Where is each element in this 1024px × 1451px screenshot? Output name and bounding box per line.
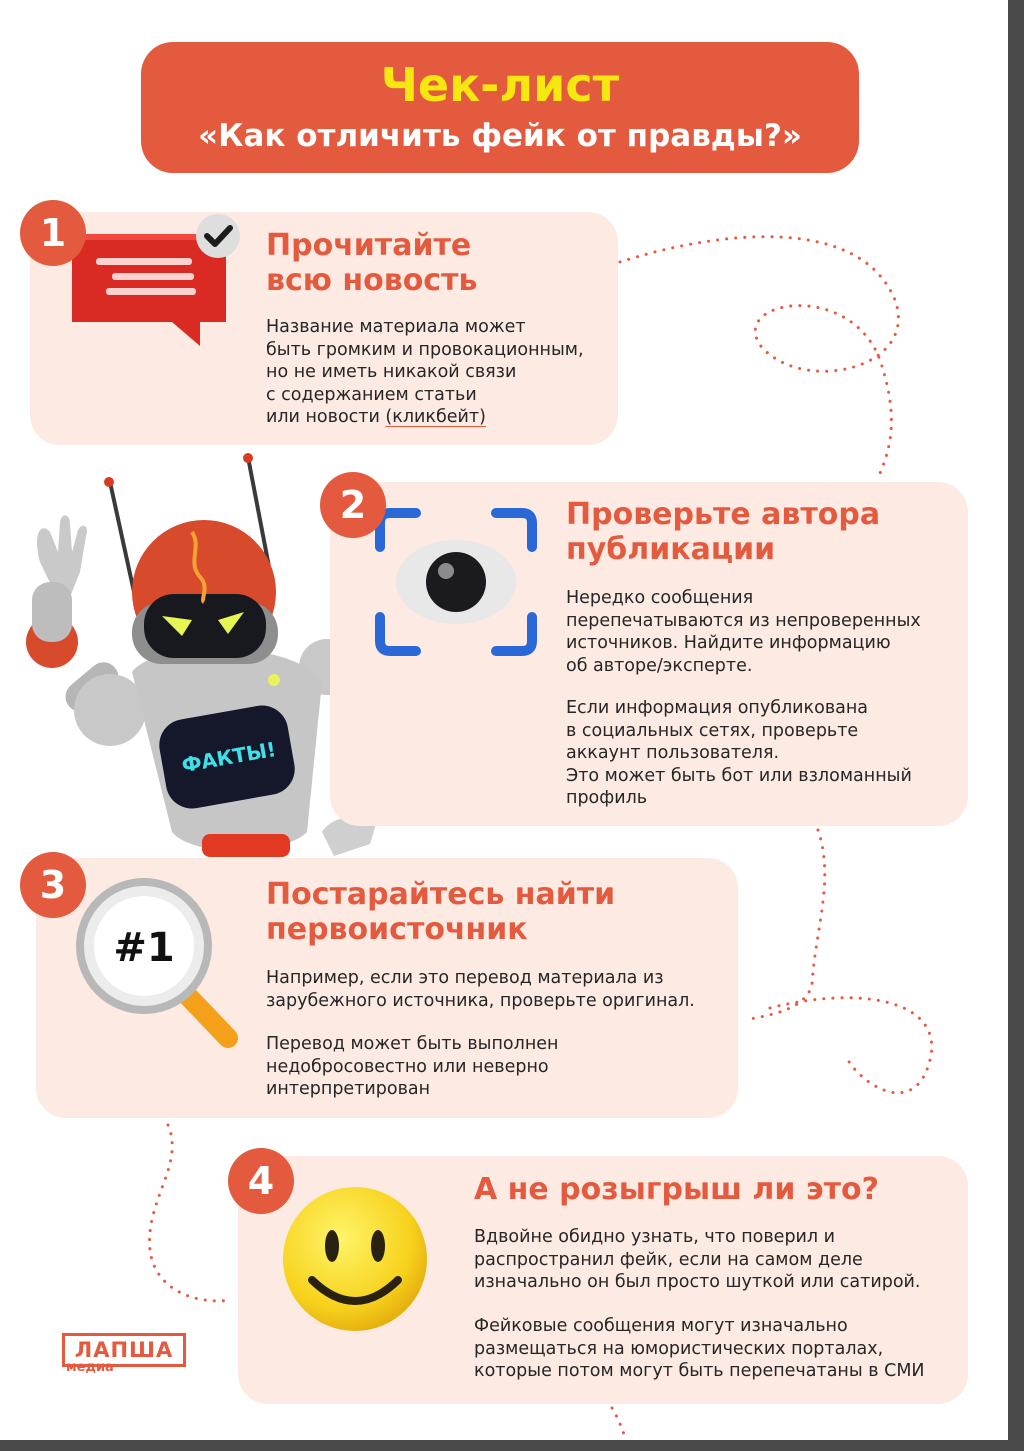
viewer-edge-right [1008,0,1024,1451]
smiley-icon [280,1184,430,1334]
step-text-1: Название материала может быть громким и провокационным, но не иметь никакой связи с содержанием статьи или новости (кликбейт) [266,317,584,427]
step-title-4: А не розыгрыш ли это? [474,1172,880,1207]
step-title-3: Постарайтесь найти первоисточник [266,877,616,947]
eye-scan-icon [372,505,540,660]
step-text-2a: Нередко сообщения перепечатываются из непроверенных источников. Найдите информацию об авторе/эксперте. [566,588,921,676]
step-text-3b: Перевод может быть выполнен недобросовестно или неверно интерпретирован [266,1034,559,1099]
magnifier-icon [76,876,246,1056]
page-title: Чек-лист [380,58,620,112]
magnifier-label: #1 [113,925,175,971]
step-text-3a: Например, если это перевод материала из зарубежного источника, проверьте оригинал. [266,968,695,1011]
lapsha-logo-sub: медиа [66,1360,114,1375]
robot-screen-text: ФАКТЫ! [179,737,278,778]
step-text-4a: Вдвойне обидно узнать, что поверил и распространил фейк, если на самом деле изначально он был просто шуткой или сатирой. [474,1227,921,1292]
viewer-edge-bottom [0,1440,1024,1451]
lapsha-logo: ЛАПША [62,1333,186,1367]
step-title-1: Прочитайте всю новость [266,228,478,298]
step-number-1: 1 [20,200,86,266]
step-number-2: 2 [320,472,386,538]
step-text-2b: Если информация опубликована в социальных сетях, проверьте аккаунт пользователя. Это может быть бот или взломанный профиль [566,698,912,808]
clickbait-term: (кликбейт) [385,407,486,427]
step-text-4b: Фейковые сообщения могут изначально размещаться на юмористических порталах, которые потом могут быть перепечатаны в СМИ [474,1316,925,1381]
step-number-3: 3 [20,852,86,918]
message-bubble-icon [68,210,248,350]
header-banner [141,42,859,173]
step-number-4: 4 [228,1148,294,1214]
step-title-2: Проверьте автора публикации [566,497,881,567]
page-subtitle: «Как отличить фейк от правды?» [198,118,802,154]
